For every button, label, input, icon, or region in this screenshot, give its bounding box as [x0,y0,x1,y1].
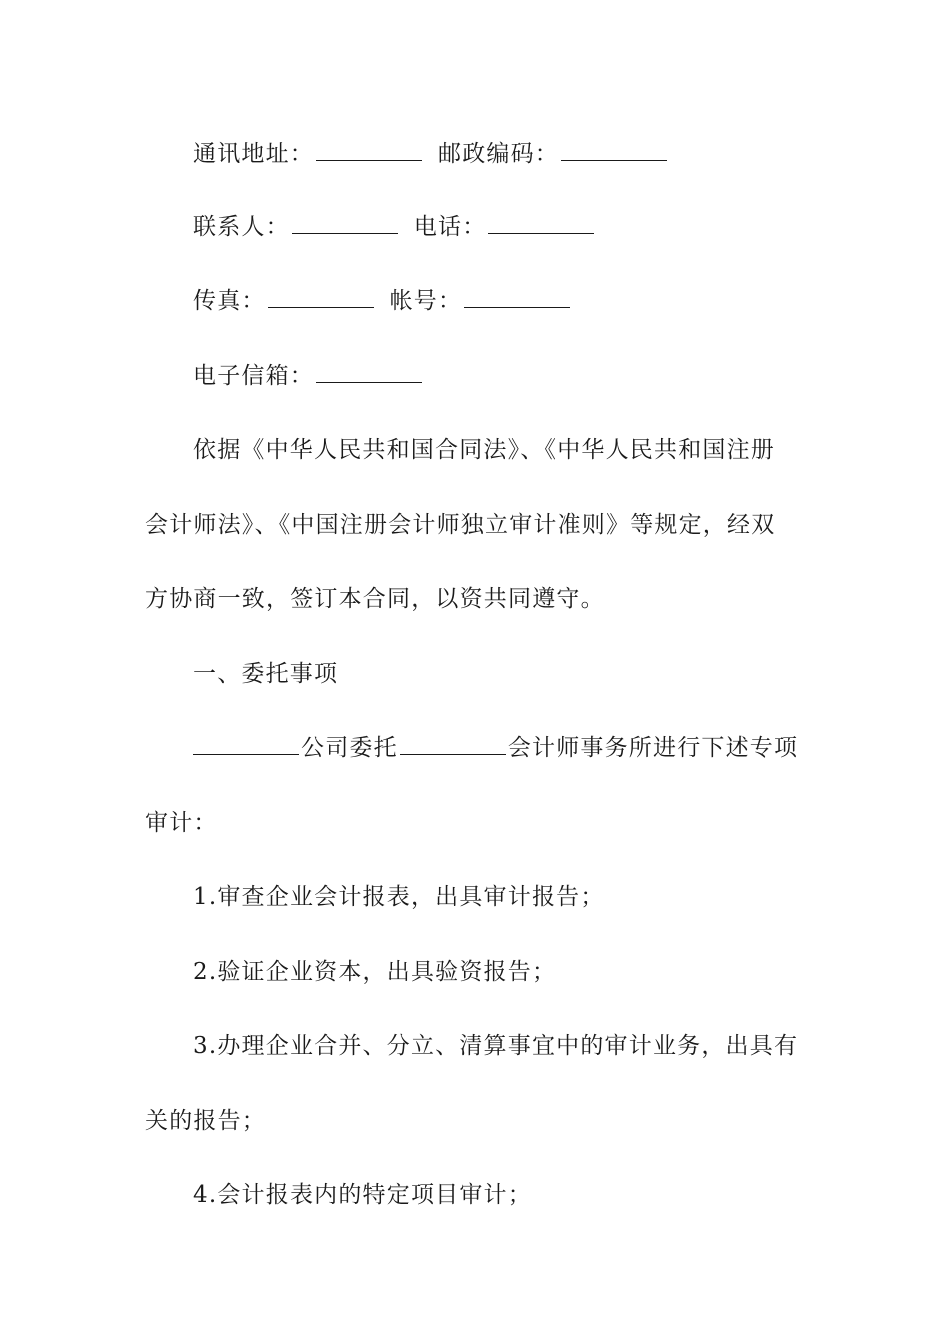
section-intro-line-2: 审计： [145,810,218,836]
address-postcode-line [145,139,853,169]
preamble-line-2: 会计师法》、《中国注册会计师独立审计准则》等规定，经双 [145,512,776,538]
firm-blank [400,734,506,755]
preamble-line-1: 依据《中华人民共和国合同法》、《中华人民共和国注册 [193,437,775,463]
account-blank [464,287,570,308]
list-item-2: 2.验证企业资本，出具验资报告； [193,959,557,985]
list-item-4: 4.会计报表内的特定项目审计； [193,1182,532,1208]
postcode-blank [561,140,667,161]
address-label: 通讯地址： [193,141,314,167]
preamble-line-3: 方协商一致，签订本合同，以资共同遵守。 [145,586,605,612]
contact-label: 联系人： [193,214,290,240]
email-line [145,361,853,391]
section-intro-line-1 [145,733,853,763]
fax-blank [268,287,374,308]
phone-label: 电话： [413,214,487,240]
fax-label: 传真： [193,288,266,314]
list-item-3-line-2: 关的报告； [145,1108,266,1134]
contact-phone-line [145,212,853,242]
intro-part-1: 公司委托 [301,735,398,761]
intro-part-2: 会计师事务所进行下述专项 [507,735,799,761]
account-label: 帐号： [389,288,463,314]
company-blank [193,734,299,755]
postcode-label: 邮政编码： [438,141,559,167]
email-label: 电子信箱： [193,363,314,389]
phone-blank [488,213,594,234]
contact-blank [292,213,398,234]
fax-account-line [145,286,853,316]
section-heading: 一、委托事项 [193,661,339,687]
list-item-1: 1.审查企业会计报表，出具审计报告； [193,884,605,910]
email-blank [316,362,422,383]
list-item-3-line-1: 3.办理企业合并、分立、清算事宜中的审计业务，出具有 [193,1033,799,1059]
address-blank [316,140,422,161]
